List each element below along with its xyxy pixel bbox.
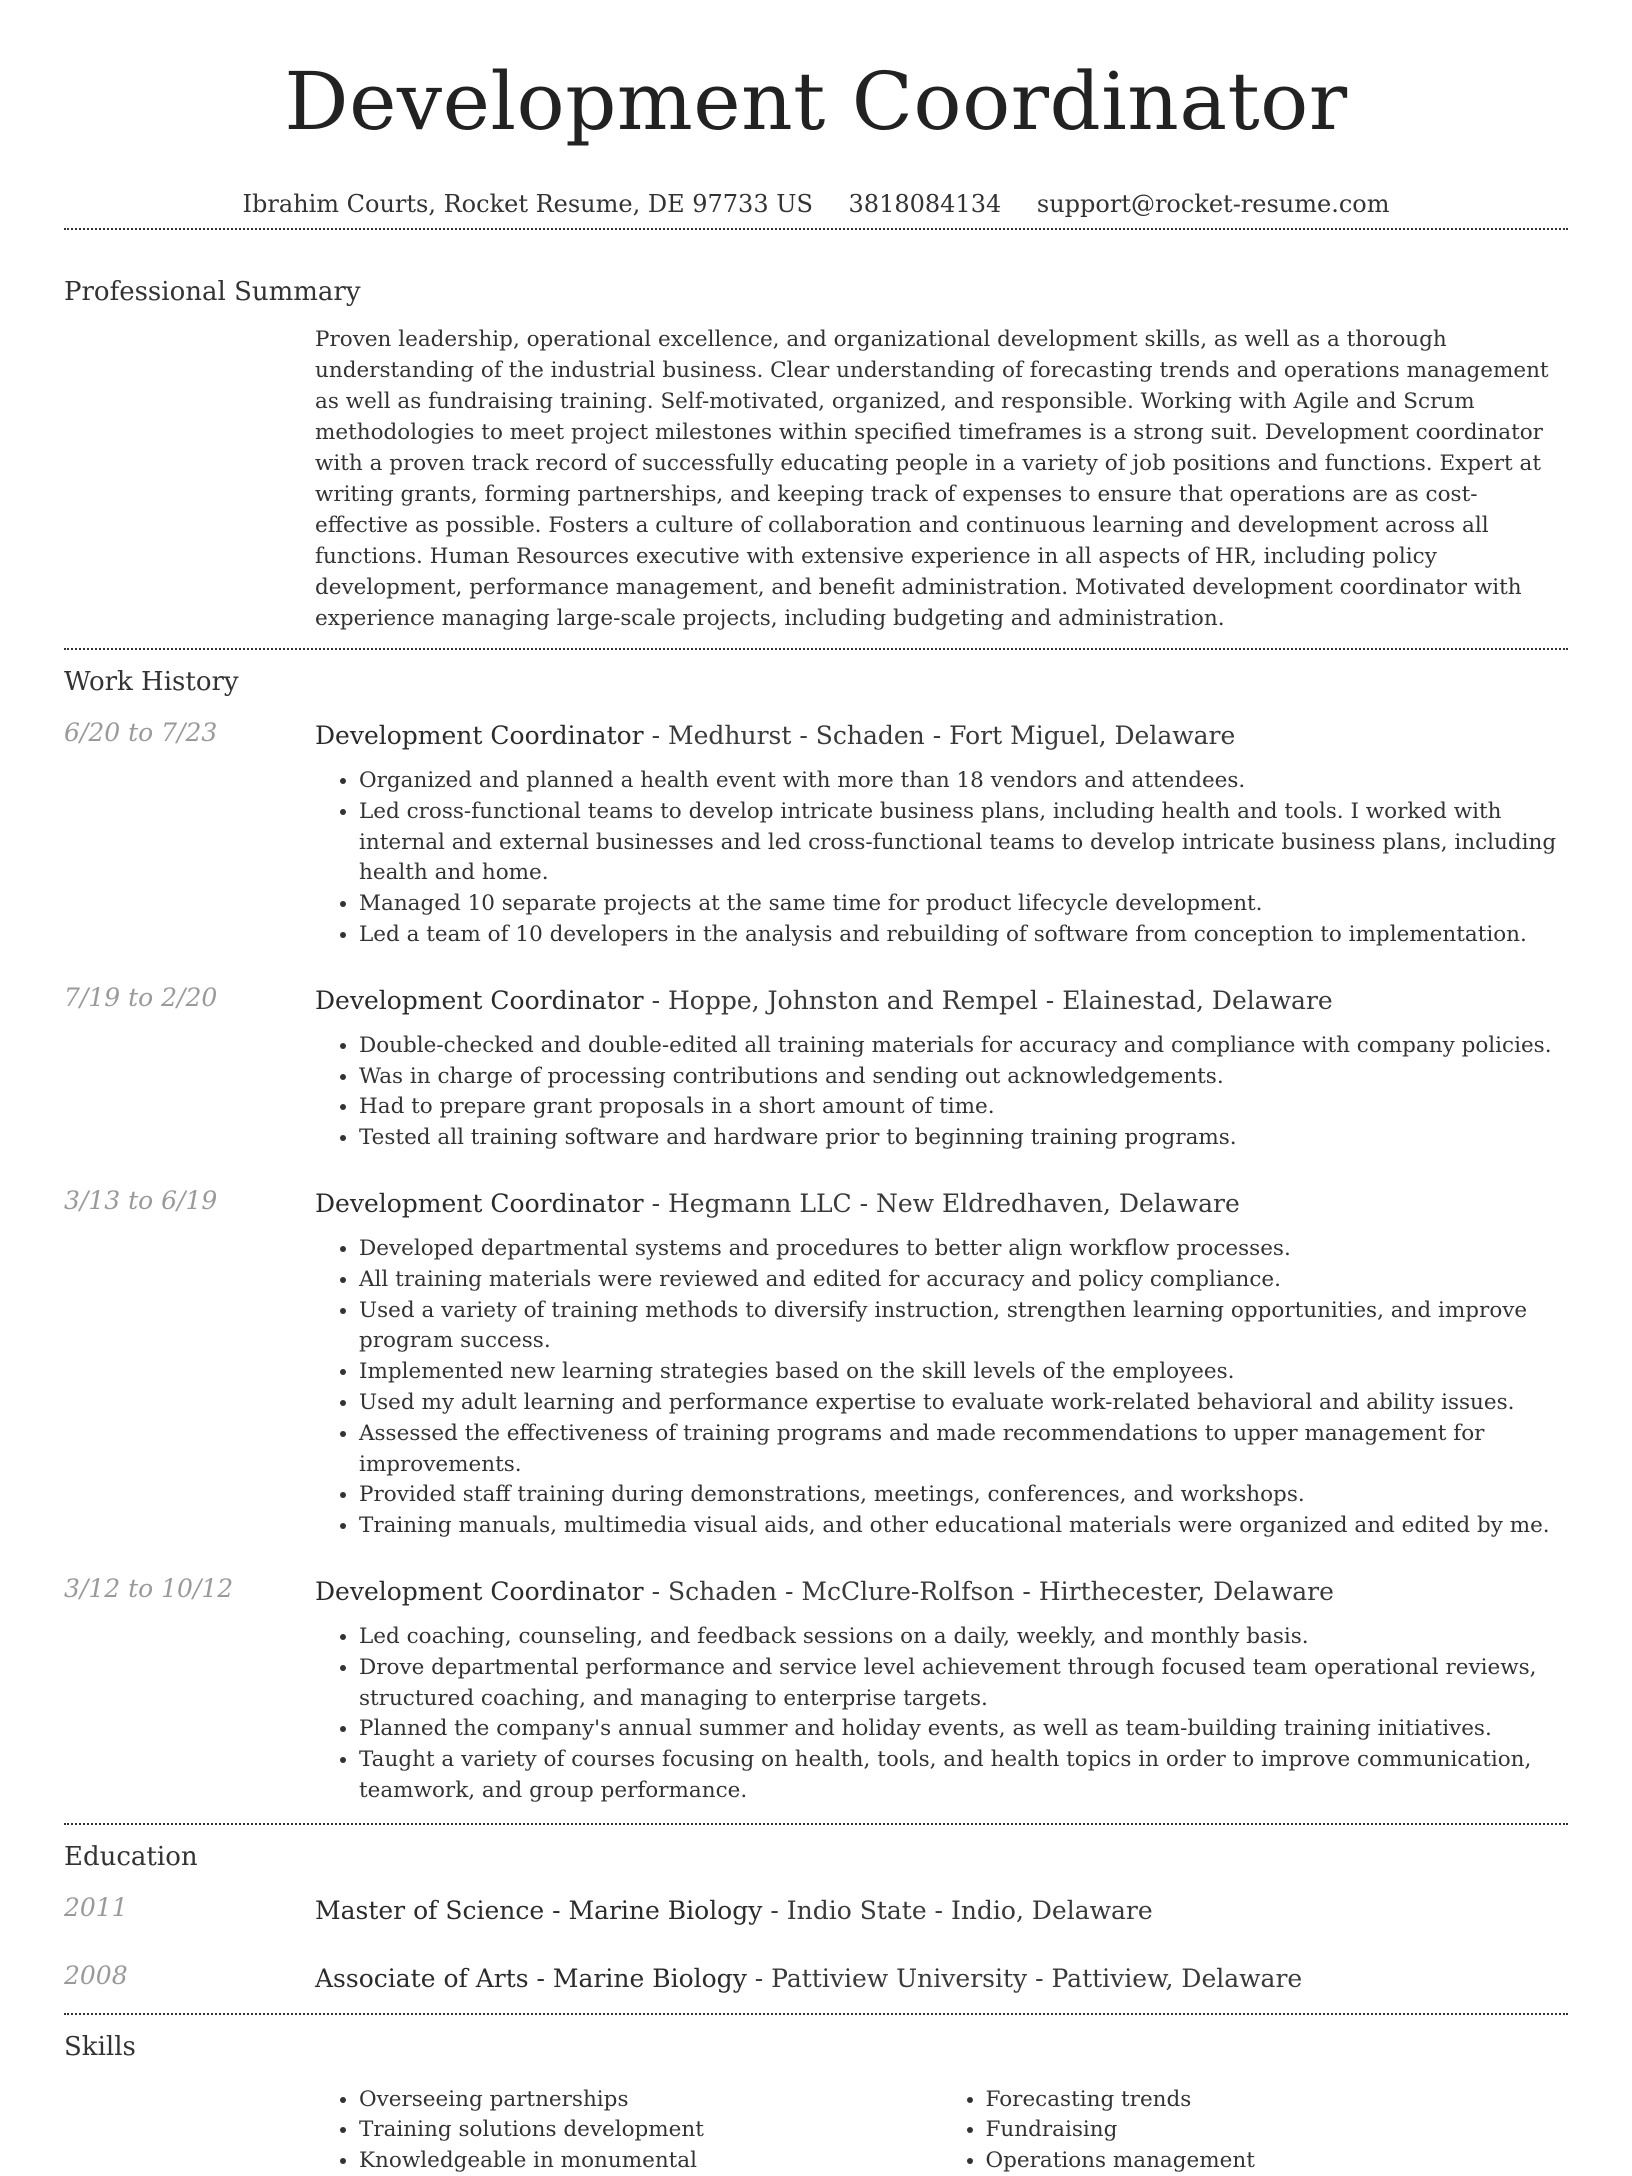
contact-email: support@rocket-resume.com [1036,190,1390,218]
education-details: - Pattiview University - Pattiview, Delaware [746,1963,1303,1993]
divider [64,1823,1568,1825]
job-role: Development Coordinator [315,985,644,1015]
list-item: • Operations management [986,2146,1569,2176]
list-item: • Managed 10 separate projects at the same time for product lifecycle development. [359,889,1568,920]
list-item: • Drove departmental performance and service level achievement through focused team operational reviews, structured coaching, and managing to enterprise targets. [359,1653,1568,1715]
list-item: • Used my adult learning and performance expertise to evaluate work-related behavioral and ability issues. [359,1388,1568,1419]
job-entry [64,1186,1568,1542]
list-item: • Training solutions development [359,2115,942,2146]
job-dates: 3/12 to 10/12 [64,1573,234,1603]
list-item: • Tested all training software and hardware prior to beginning training programs. [359,1123,1568,1154]
job-entry [64,983,1568,1154]
education-heading [315,1961,1568,1997]
list-item: • Planned the company's annual summer and holiday events, as well as team-building training initiatives. [359,1714,1568,1745]
education-entry [64,1961,1568,1997]
job-bullets [315,1234,1568,1542]
job-dates: 3/13 to 6/19 [64,1185,218,1215]
list-item: • Double-checked and double-edited all training materials for accuracy and compliance with company policies. [359,1031,1568,1062]
job-entry [64,718,1568,951]
job-heading [315,718,1568,754]
section-heading-education: Education [64,1841,198,1872]
resume-page [64,0,1568,2176]
job-dates: 6/20 to 7/23 [64,718,218,747]
summary-row [64,324,1568,634]
divider [64,228,1568,230]
list-item: • Assessed the effectiveness of training programs and made recommendations to upper management for improvements. [359,1419,1568,1481]
job-heading [315,983,1568,1019]
job-role: Development Coordinator [315,721,644,750]
list-item: • Led coaching, counseling, and feedback sessions on a daily, weekly, and monthly basis. [359,1622,1568,1653]
job-entry [64,1574,1568,1807]
list-item: • Fundraising [986,2115,1569,2146]
contact-phone: 3818084134 [848,190,1002,218]
list-item: • Provided staff training during demonstrations, meetings, conferences, and workshops. [359,1480,1568,1511]
job-role: Development Coordinator [315,1188,644,1218]
list-item: • Implemented new learning strategies based on the skill levels of the employees. [359,1357,1568,1388]
skills-grid [315,2085,1568,2176]
summary-text: Proven leadership, operational excellence, and organizational development skills, as well as a thorough understanding of the industrial business. Clear understanding of forecasting trends and operations management as well as fundraising training. Self-motivated, organized, and responsible. Working with Agile and Scrum methodologies to meet project milestones within specified timeframes is a strong suit. Development coordinator with a proven track record of successfully educating people in a variety of job positions and functions. Expert at writing grants, forming partnerships, and keeping track of expenses to ensure that operations are as cost-effective as possible. Fosters a culture of collaboration and continuous learning and development across all functions. Human Resources executive with extensive experience in all aspects of HR, including policy development, performance management, and benefit administration. Motivated development coordinator with experience managing large-scale projects, including budgeting and administration. [315,327,1549,631]
list-item: • Overseeing partnerships [359,2085,942,2116]
list-item: • Developed departmental systems and procedures to better align workflow processes. [359,1234,1568,1265]
list-item: • Was in charge of processing contributions and sending out acknowledgements. [359,1062,1568,1093]
list-item: • Used a variety of training methods to diversify instruction, strengthen learning opportunities, and improve program success. [359,1296,1568,1358]
education-entry [64,1893,1568,1929]
job-details: - Hoppe, Johnston and Rempel - Elainestad, Delaware [643,985,1333,1015]
job-details: - Medhurst - Schaden - Fort Miguel, Delaware [643,721,1236,750]
list-item: • Knowledgeable in monumental [359,2146,942,2176]
list-item: • Training manuals, multimedia visual aids, and other educational materials were organized and edited by me. [359,1511,1568,1542]
list-item: • Led cross-functional teams to develop intricate business plans, including health and tools. I worked with internal and external businesses and led cross-functional teams to develop intricate business plans, including health and home. [359,797,1568,889]
education-details: - Indio State - Indio, Delaware [762,1895,1153,1925]
job-details: - Hegmann LLC - New Eldredhaven, Delaware [643,1188,1240,1218]
list-item: • Forecasting trends [986,2085,1569,2116]
job-bullets [315,1031,1568,1154]
contact-address: Ibrahim Courts, Rocket Resume, DE 97733 US [242,190,813,218]
job-bullets [315,1622,1568,1807]
list-item: • Had to prepare grant proposals in a short amount of time. [359,1092,1568,1123]
education-degree: Associate of Arts - Marine Biology [315,1963,747,1993]
job-role: Development Coordinator [315,1576,644,1606]
section-heading-work: Work History [64,667,239,697]
job-heading [315,1574,1568,1610]
skills-row [64,2085,1568,2176]
contact-line [64,190,1568,226]
education-degree: Master of Science - Marine Biology [315,1895,763,1925]
list-item: • Taught a variety of courses focusing on health, tools, and health topics in order to improve communication, teamwork, and group performance. [359,1745,1568,1807]
education-year: 2011 [64,1892,128,1922]
divider [64,2013,1568,2015]
education-year: 2008 [64,1960,128,1990]
list-item: • All training materials were reviewed and edited for accuracy and policy compliance. [359,1265,1568,1296]
education-heading [315,1893,1568,1929]
divider [64,648,1568,650]
section-heading-summary: Professional Summary [64,277,361,307]
job-heading [315,1186,1568,1222]
list-item: • Led a team of 10 developers in the analysis and rebuilding of software from conception to implementation. [359,920,1568,951]
skills-column-1 [315,2085,942,2176]
page-title: Development Coordinator [284,55,1348,148]
skills-column-2 [942,2085,1569,2176]
job-details: - Schaden - McClure-Rolfson - Hirthecester, Delaware [643,1576,1334,1606]
job-bullets [315,766,1568,951]
job-dates: 7/19 to 2/20 [64,982,218,1012]
list-item: • Organized and planned a health event with more than 18 vendors and attendees. [359,766,1568,797]
section-heading-skills: Skills [64,2031,136,2062]
